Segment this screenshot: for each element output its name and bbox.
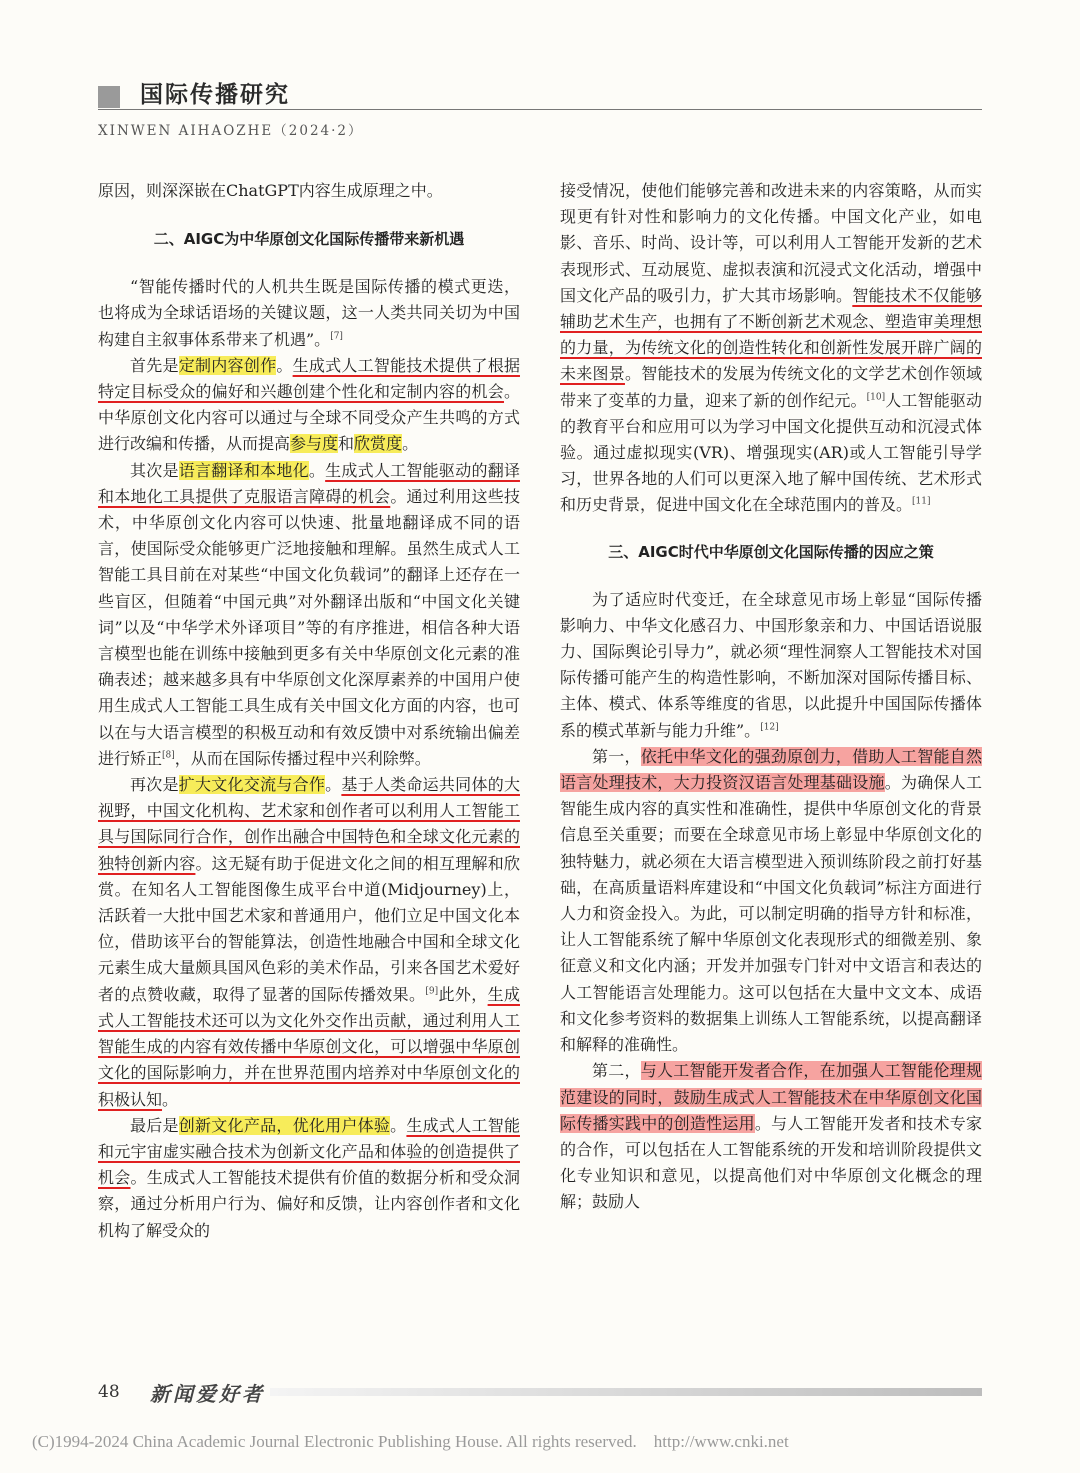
highlight-red: 与人工智能开发者合作，在加强人工智能伦理规范建设的同时，鼓励生成式人工智能技术在中华原创文化国际传播实践中的创造性运用 [560, 1061, 982, 1133]
paragraph: 第一，依托中华文化的强劲原创力，借助人工智能自然语言处理技术，大力投资汉语言处理基础设施。为确保人工智能生成内容的真实性和准确性，提供中华原创文化的背景信息至关重要；而要在全球意见市场上彰显中华原创文化的独特魅力，就必须在大语言模型进入预训练阶段之前打好基础，在高质量语料库建设和“中国文化负载词”标注方面进行人力和资金投入。为此，可以制定明确的指导方针和标准，让人工智能系统了解中华原创文化表现形式的细微差别、象征意义和文化内涵；开发并加强专门针对中文语言和表达的人工智能语言处理能力。这可以包括在大量中文文本、成语和文化参考资料的数据集上训练人工智能系统，以提高翻译和解释的准确性。 [560, 746, 982, 1055]
underline-red: 基于人类命运共同体的大视野，中国文化机构、艺术家和创作者可以利用人工智能工具与国际同行合作，创作出融合中国特色和全球文化元素的独特创新内容 [98, 775, 520, 873]
copyright-line: (C)1994-2024 China Academic Journal Electronic Publishing House. All rights reserved. http://www.cnki.net [32, 1432, 789, 1451]
citation[interactable]: [9] [425, 986, 439, 997]
underline-red: 智能技术不仅能够辅助艺术生产，也拥有了不断创新艺术观念、塑造审美理想的力量，为传统文化的创造性转化和创新性发展开辟广阔的未来图景 [560, 285, 982, 384]
highlight-yellow: 语言翻译和本地化 [178, 460, 309, 480]
paragraph: “智能传播时代的人机共生既是国际传播的模式更迭，也将成为全球话语场的关键议题，这一人类共同关切为中国构建自主叙事体系带来了机遇”。[7] [98, 277, 520, 349]
underline-red: 生成式人工智能技术还可以为文化外交作出贡献，通过利用人工智能生成的内容有效传播中华原创文化，可以增强中华原创文化的国际影响力，并在世界范围内培养对中华原创文化的积极认知 [98, 984, 520, 1109]
section-heading-2: 二、AIGC为中华原创文化国际传播带来新机遇 [153, 230, 465, 249]
highlight-yellow: 定制内容创作 [178, 355, 277, 375]
header-divider [98, 109, 982, 110]
underline-red: 生成式人工智能技术提供了根据特定目标受众的偏好和兴趣创建个性化和定制内容的机会 [98, 355, 520, 402]
citation[interactable]: [10] [866, 392, 886, 403]
paragraph: 最后是创新文化产品，优化用户体验。生成式人工智能和元宇宙虚实融合技术为创新文化产品和体验的创造提供了机会。生成式人工智能技术提供有价值的数据分析和受众洞察，通过分析用户行为、偏好和反馈，让内容创作者和文化机构了解受众的 [98, 1115, 520, 1240]
citation[interactable]: [11] [912, 497, 931, 508]
citation[interactable]: [12] [760, 722, 779, 733]
highlight-yellow: 欣赏度 [354, 434, 403, 454]
paragraph: 其次是语言翻译和本地化。生成式人工智能驱动的翻译和本地化工具提供了克服语言障碍的机会。通过利用这些技术，中华原创文化内容可以快速、批量地翻译成不同的语言，使国际受众能够更广泛地接触和理解。虽然生成式人工智能工具目前在对某些“中国文化负载词”的翻译上还存在一些盲区，但随着“中国元典”对外翻译出版和“中国文化关键词”以及“中华学术外译项目”等的有序推进，相信各种大语言模型也能在训练中接触到更多有关中华原创文化元素的准确表述；越来越多具有中华原创文化深厚素养的中国用户使用生成式人工智能工具生成有关中国文化方面的内容，也可以在与大语言模型的积极互动和有效反馈中对系统输出偏差进行矫正[8]，从而在国际传播过程中兴利除弊。 [98, 460, 520, 768]
underline-red: 生成式人工智能驱动的翻译和本地化工具提供了克服语言障碍的机会 [98, 460, 520, 506]
paragraph: 为了适应时代变迁，在全球意见市场上彰显“国际传播影响力、中华文化感召力、中国形象亲和力、中国话语说服力、国际舆论引导力”，就必须“理性洞察人工智能技术对国际传播可能产生的构造性影响，不断加深对国际传播目标、主体、模式、体系等维度的省思，以此提升中国国际传播体系的模式革新与能力升维”。[12] [560, 589, 982, 740]
paragraph: 第二，与人工智能开发者合作，在加强人工智能伦理规范建设的同时，鼓励生成式人工智能技术在中华原创文化国际传播实践中的创造性运用。与人工智能开发者和技术专家的合作，可以包括在人工智能系统的开发和培训阶段提供文化专业知识和意见，以提高他们对中华原创文化概念的理解；鼓励人 [560, 1061, 982, 1212]
page-number: 48 [98, 1382, 120, 1402]
journal-logo: 新闻爱好者 [150, 1382, 265, 1406]
citation[interactable]: [7] [330, 331, 343, 342]
header-square-mark [98, 86, 120, 108]
section-title: 国际传播研究 [140, 82, 290, 108]
left-column [98, 178, 520, 1244]
paragraph: 接受情况，使他们能够完善和改进未来的内容策略，从而实现更有针对性和影响力的文化传播。中国文化产业，如电影、音乐、时尚、设计等，可以利用人工智能开发新的艺术表现形式、互动展览、虚拟表演和沉浸式文化活动，增强中国文化产品的吸引力，扩大其市场影响。智能技术不仅能够辅助艺术生产，也拥有了不断创新艺术观念、塑造审美理想的力量，为传统文化的创造性转化和创新性发展开辟广阔的未来图景。智能技术的发展为传统文化的文学艺术创作领域带来了变革的力量，迎来了新的创作纪元。[10]人工智能驱动的教育平台和应用可以为学习中国文化提供互动和沉浸式体验。通过虚拟现实(VR)、增强现实(AR)或人工智能引导学习，世界各地的人们可以更深入地了解中国传统、艺术形式和历史背景，促进中国文化在全球范围内的普及。[11] [560, 181, 982, 515]
highlight-yellow: 创新文化产品，优化用户体验 [178, 1115, 391, 1135]
highlight-yellow: 参与度 [290, 434, 339, 454]
highlight-red: 依托中华文化的强劲原创力，借助人工智能自然语言处理技术，大力投资汉语言处理基础设施 [560, 746, 982, 793]
citation[interactable]: [8] [162, 750, 175, 761]
section-heading-3: 三、AIGC时代中华原创文化国际传播的因应之策 [608, 542, 934, 561]
right-column [560, 178, 982, 1216]
footer-gradient-bar [270, 1388, 982, 1396]
underline-red: 生成式人工智能和元宇宙虚实融合技术为创新文化产品和体验的创造提供了机会 [98, 1115, 520, 1188]
highlight-yellow: 扩大文化交流与合作 [178, 775, 326, 795]
paragraph: 再次是扩大文化交流与合作。基于人类命运共同体的大视野，中国文化机构、艺术家和创作者可以利用人工智能工具与国际同行合作，创作出融合中国特色和全球文化元素的独特创新内容。这无疑有助于促进文化之间的相互理解和欣赏。在知名人工智能图像生成平台中道(Midjourney)上，活跃着一大批中国艺术家和普通用户，他们立足中国文化本位，借助该平台的智能算法，创造性地融合中国和全球文化元素生成大量颇具国风色彩的美术作品，引来各国艺术爱好者的点赞收藏，取得了显著的国际传播效果。[9]此外，生成式人工智能技术还可以为文化外交作出贡献，通过利用人工智能生成的内容有效传播中华原创文化，可以增强中华原创文化的国际影响力，并在世界范围内培养对中华原创文化的积极认知。 [98, 775, 520, 1109]
journal-issue: XINWEN AIHAOZHE（2024·2） [98, 123, 364, 139]
paragraph: 首先是定制内容创作。生成式人工智能技术提供了根据特定目标受众的偏好和兴趣创建个性化和定制内容的机会。中华原创文化内容可以通过与全球不同受众产生共鸣的方式进行改编和传播，从而提高参与度和欣赏度。 [98, 355, 520, 454]
paragraph: 原因，则深深嵌在ChatGPT内容生成原理之中。 [98, 181, 443, 200]
